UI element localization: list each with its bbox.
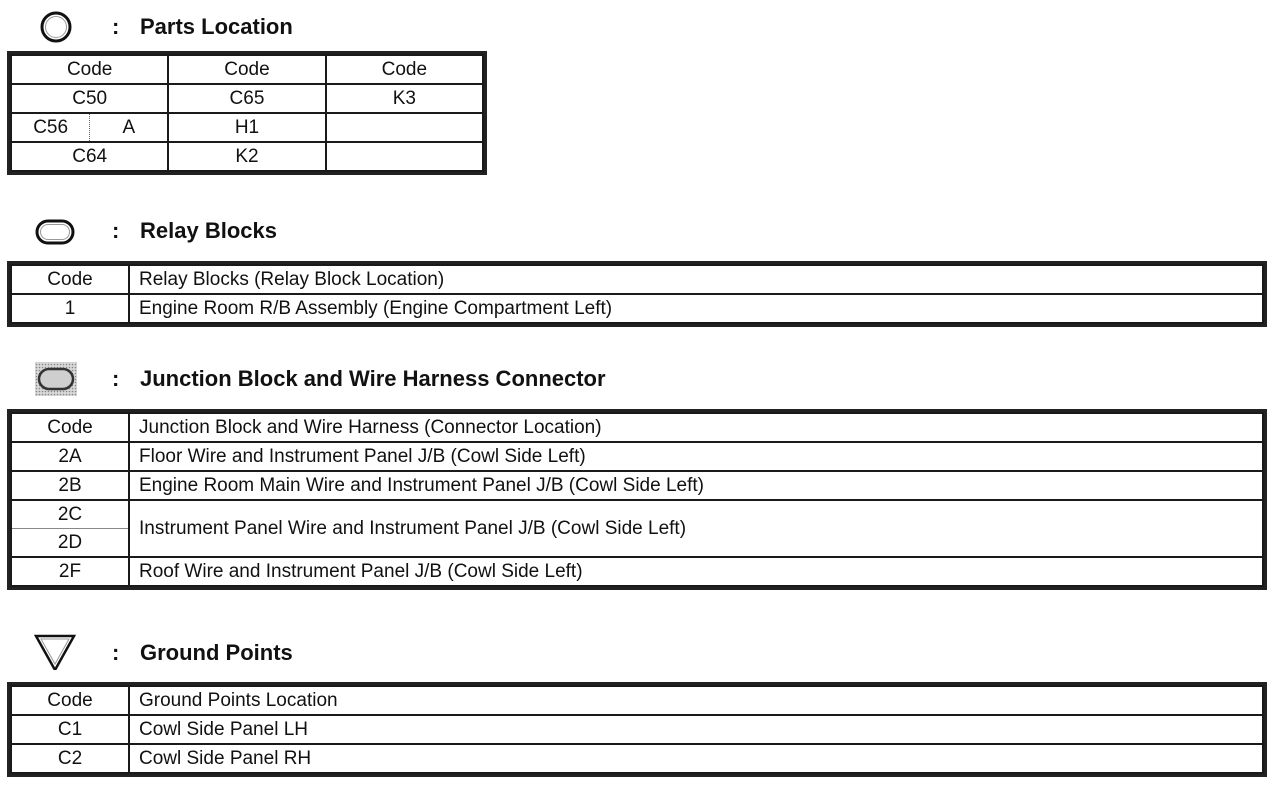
table-row xyxy=(11,471,1263,500)
table-row xyxy=(11,84,483,113)
table-row xyxy=(11,442,1263,471)
header-cell: Junction Block and Wire Harness (Connector Location) xyxy=(129,413,1263,442)
relay-blocks-header xyxy=(0,210,800,250)
table-row xyxy=(11,744,1263,773)
code-cell: 2D xyxy=(11,529,129,558)
description-cell: Cowl Side Panel RH xyxy=(129,744,1263,773)
code-cell: 1 xyxy=(11,294,129,323)
parts-location-table xyxy=(10,54,484,172)
header-cell: Code xyxy=(168,55,325,84)
code-cell: C50 xyxy=(11,84,168,113)
relay-blocks-colon: : xyxy=(112,218,120,243)
header-cell: Code xyxy=(11,686,129,715)
circle-symbol-icon xyxy=(32,8,80,44)
code-cell: C64 xyxy=(11,142,168,171)
description-cell: Floor Wire and Instrument Panel J/B (Cowl Side Left) xyxy=(129,442,1263,471)
code-cell: C2 xyxy=(11,744,129,773)
relay-blocks-table xyxy=(10,264,1264,324)
relay-blocks-title: Relay Blocks xyxy=(140,218,277,243)
header-cell: Code xyxy=(11,265,129,294)
ground-points-header xyxy=(0,632,800,672)
table-row xyxy=(11,265,1263,294)
table-row xyxy=(11,686,1263,715)
table-row xyxy=(11,500,1263,529)
parts-location-header xyxy=(0,6,800,46)
table-row xyxy=(11,715,1263,744)
code-cell: C56 xyxy=(11,113,90,142)
junction-block-title: Junction Block and Wire Harness Connector xyxy=(140,366,606,391)
description-cell: Engine Room Main Wire and Instrument Panel J/B (Cowl Side Left) xyxy=(129,471,1263,500)
table-row xyxy=(11,294,1263,323)
table-row xyxy=(11,413,1263,442)
table-row xyxy=(11,113,483,142)
code-cell: 2A xyxy=(11,442,129,471)
code-cell: H1 xyxy=(168,113,325,142)
code-cell: 2F xyxy=(11,557,129,586)
sub-code-cell: A xyxy=(90,113,169,142)
ground-points-colon: : xyxy=(112,640,120,665)
header-cell: Code xyxy=(326,55,483,84)
table-row xyxy=(11,142,483,171)
code-cell: 2C xyxy=(11,500,129,529)
code-cell: C65 xyxy=(168,84,325,113)
triangle-symbol-icon xyxy=(32,634,80,670)
junction-block-table xyxy=(10,412,1264,587)
code-cell: K3 xyxy=(326,84,483,113)
description-cell: Cowl Side Panel LH xyxy=(129,715,1263,744)
code-cell xyxy=(326,113,483,142)
rounded-rectangle-symbol-icon xyxy=(32,212,80,248)
ground-points-title: Ground Points xyxy=(140,640,293,665)
code-cell: K2 xyxy=(168,142,325,171)
header-cell: Relay Blocks (Relay Block Location) xyxy=(129,265,1263,294)
parts-location-colon: : xyxy=(112,14,120,39)
parts-location-title: Parts Location xyxy=(140,14,293,39)
description-cell: Engine Room R/B Assembly (Engine Compartment Left) xyxy=(129,294,1263,323)
code-cell xyxy=(326,142,483,171)
header-cell: Code xyxy=(11,413,129,442)
ground-points-table xyxy=(10,685,1264,774)
description-cell: Roof Wire and Instrument Panel J/B (Cowl Side Left) xyxy=(129,557,1263,586)
header-cell: Ground Points Location xyxy=(129,686,1263,715)
junction-block-header xyxy=(0,358,800,398)
table-row xyxy=(11,55,483,84)
description-cell: Instrument Panel Wire and Instrument Panel J/B (Cowl Side Left) xyxy=(129,500,1263,557)
table-row xyxy=(11,557,1263,586)
code-cell: 2B xyxy=(11,471,129,500)
code-cell: C1 xyxy=(11,715,129,744)
junction-block-colon: : xyxy=(112,366,120,391)
header-cell: Code xyxy=(11,55,168,84)
shaded-rounded-rectangle-symbol-icon xyxy=(32,360,80,396)
